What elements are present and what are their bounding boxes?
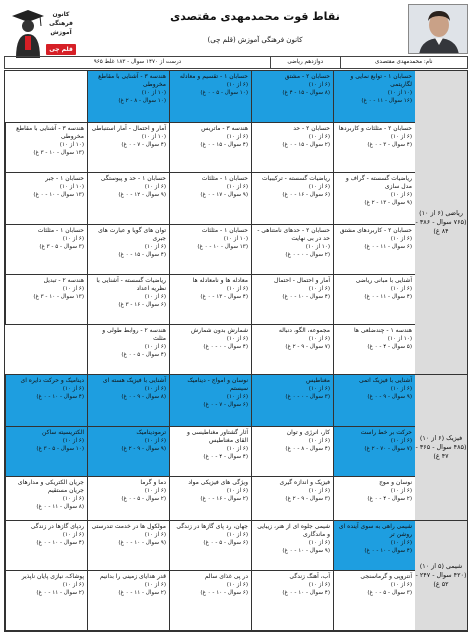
lesson-score: (۶ از ۱۰) <box>226 286 248 292</box>
lesson-cell <box>169 275 251 324</box>
lesson-score: (۱۰ از ۱۰) <box>223 236 248 242</box>
lesson-cell <box>251 173 333 224</box>
lesson-stats: (۸ سوال - ۱۵ - ۴ غ) <box>282 89 330 96</box>
lesson-score: (۶ از ۱۰) <box>308 134 330 140</box>
lesson-title: جهان، رد پای گازها در زندگی <box>176 523 248 530</box>
table-row <box>5 225 415 275</box>
lesson-score: (۶ از ۱۰) <box>62 386 84 392</box>
lesson-stats: (۳ سوال - ۹ - ۲ غ) <box>285 495 330 502</box>
lesson-cell <box>5 521 87 570</box>
lesson-score: (۶ از ۱۰) <box>308 582 330 588</box>
lesson-title: فیزیک و اندازه گیری <box>279 479 330 486</box>
student-photo <box>408 4 468 54</box>
lesson-cell <box>333 71 415 122</box>
lesson-score: (۶ از ۱۰) <box>308 488 330 494</box>
lesson-title: قدر هدایای زمینی را بدانیم <box>100 573 166 580</box>
page-subtitle: کانون فرهنگی آموزش (قلم چی) <box>207 36 303 44</box>
lesson-cell <box>333 521 415 570</box>
lesson-cell <box>251 225 333 274</box>
lesson-stats: (۶ سوال - ۱۶ - ۳ غ) <box>118 301 166 308</box>
lesson-title: دما و گرما <box>140 479 166 486</box>
lesson-cell <box>333 477 415 520</box>
lesson-stats: (۳ سوال - ۵ - ۳ غ) <box>39 243 84 250</box>
lesson-score: (۶ از ۱۰) <box>226 134 248 140</box>
lesson-cell <box>87 427 169 476</box>
lesson-score: (۶ از ۱۰) <box>390 386 412 392</box>
lesson-title: آمار و احتمال - احتمال <box>274 277 330 284</box>
subject-summary <box>415 375 467 521</box>
lesson-score: (۶ از ۱۰) <box>62 236 84 242</box>
lesson-cell <box>169 571 251 630</box>
lesson-stats: (۸ سوال - ۱۱ - ۰ غ) <box>36 503 84 510</box>
lesson-stats: (۹ سوال - ۱۳ - ۲ غ) <box>364 199 412 206</box>
lesson-cell <box>169 375 251 426</box>
lesson-score: (۶ از ۱۰) <box>226 336 248 342</box>
lesson-score: (۶ از ۱۰) <box>144 532 166 538</box>
lesson-title: حسابان ۱ - تقسیم و معادله <box>179 73 248 80</box>
lesson-stats: (۴ سوال - ۱۰ - ۰ غ) <box>36 539 84 546</box>
lesson-cell <box>87 225 169 274</box>
lesson-title: هندسه ۱ - چندضلعی ها <box>353 327 412 334</box>
lesson-stats: (۴ سوال - ۷ - ۰ غ) <box>121 141 166 148</box>
lesson-score: (۱۰ از ۱۰) <box>141 90 166 96</box>
lesson-title: هندسه ۲ - تبدیل <box>43 277 84 284</box>
subject-name: ریاضی (۶ از ۱۰) <box>419 209 463 217</box>
lesson-score: (۶ از ۱۰) <box>226 184 248 190</box>
lesson-stats: (۴ سوال - ۱۳ - ۰ غ) <box>200 293 248 300</box>
lesson-title: حسابان ۲ - حدهای نامتناهی - حد در بی نهایت <box>257 227 330 242</box>
lesson-title: ویژگی های فیزیکی مواد <box>188 479 248 486</box>
lesson-stats: (۴ سوال - ۱۵ - ۰ غ) <box>118 251 166 258</box>
lesson-score: (۱۰ از ۱۰) <box>387 90 412 96</box>
lesson-title: حسابان ۲ - حد <box>293 125 330 132</box>
lesson-title: ردپای گازها در زندگی <box>30 523 84 530</box>
lesson-score: (۶ از ۱۰) <box>308 438 330 444</box>
lesson-title: آب، آهنگ زندگی <box>289 573 330 580</box>
lesson-stats: (۹ سوال - ۱۲ - ۰ غ) <box>118 191 166 198</box>
lesson-score: (۱۰ از ۱۰) <box>141 134 166 140</box>
lesson-title: حسابان ۱ - مثلثات <box>37 227 84 234</box>
table-row <box>5 123 415 173</box>
lesson-cell <box>251 375 333 426</box>
lesson-score: (۱۰ از ۱۰) <box>59 142 84 148</box>
lesson-cell <box>169 477 251 520</box>
table-row <box>5 173 415 225</box>
student-name: نام: محمدمهدی مقتصدی <box>340 57 467 68</box>
lesson-title: نوسان و موج <box>379 479 412 486</box>
lesson-score: (۶ از ۱۰) <box>390 192 412 198</box>
subject-name: شیمی (۵ از ۱۰) <box>419 562 463 570</box>
lesson-cell <box>5 123 87 172</box>
lesson-title: در پی غذای سالم <box>204 573 248 580</box>
student-info-bar <box>4 56 468 69</box>
lesson-stats: (۶ سوال - ۵ - ۰ غ) <box>203 539 248 546</box>
subject-stats: (۷۶۵ سوال - ۳۸۶ - ۸۴ غ) <box>415 218 467 235</box>
lesson-title: ریاضیات گسسته - آشنایی با نظریه اعداد <box>96 277 166 292</box>
lesson-title: حسابان ۱ - حد و پیوستگی <box>100 175 166 182</box>
lesson-title: ریاضیات گسسته - گراف و مدل سازی <box>345 175 412 190</box>
lesson-cell <box>333 427 415 476</box>
lesson-stats: (۳ سوال - ۵ - ۰ غ) <box>367 589 412 596</box>
table-row <box>5 375 415 427</box>
lesson-cell <box>5 225 87 274</box>
lesson-title: ریاضیات گسسته - ترکیبیات <box>262 175 330 182</box>
lesson-cell <box>5 571 87 630</box>
table-row <box>5 427 415 477</box>
lesson-cell <box>251 521 333 570</box>
lesson-score: (۶ از ۱۰) <box>62 532 84 538</box>
lesson-title: حسابان ۱ - جبر <box>45 175 84 182</box>
lesson-title: مغناطیس <box>306 377 330 384</box>
lesson-cell <box>87 123 169 172</box>
lesson-cell <box>5 275 87 324</box>
lesson-stats: (۶ سوال - ۱۱ - ۰ غ) <box>364 243 412 250</box>
lesson-stats: (۶ سوال - ۱۶ - ۰ غ) <box>282 191 330 198</box>
subject-stats: (۴۲۰ سوال - ۲۴۷ - ۵۲ غ) <box>415 571 467 588</box>
lesson-title: هندسه ۳ - ماتریس <box>201 125 248 132</box>
logo-badge: قلم چی <box>46 44 76 55</box>
lesson-score: (۶ از ۱۰) <box>390 286 412 292</box>
lesson-title: هندسه ۳ - آشنایی با مقاطع مخروطی <box>98 73 166 88</box>
lesson-stats: (۱۳ سوال - ۱۰ - ۳ غ) <box>33 149 84 156</box>
lesson-title: جریان الکتریکی و مدارهای جریان مستقیم <box>17 479 84 494</box>
lesson-score: (۶ از ۱۰) <box>390 134 412 140</box>
lesson-title: کار، انرژی و توان <box>286 429 330 436</box>
lesson-score: (۶ از ۱۰) <box>62 582 84 588</box>
lesson-title: شمارش بدون شمارش <box>190 327 248 334</box>
lesson-score: (۶ از ۱۰) <box>390 488 412 494</box>
lesson-cell <box>251 325 333 374</box>
lesson-score: (۶ از ۱۰) <box>144 488 166 494</box>
lesson-score: (۶ از ۱۰) <box>144 344 166 350</box>
lesson-cell <box>5 375 87 426</box>
student-grade: دوازدهم ریاضی <box>270 57 340 68</box>
lesson-score: (۶ از ۱۰) <box>144 184 166 190</box>
table-row <box>5 521 415 571</box>
lesson-stats: (۴ سوال - ۸ - ۰ غ) <box>285 445 330 452</box>
lesson-score: (۶ از ۱۰) <box>226 394 248 400</box>
lesson-stats: (۳ سوال - ۰ - ۰ غ) <box>285 393 330 400</box>
lesson-score: (۶ از ۱۰) <box>144 582 166 588</box>
lesson-cell <box>169 123 251 172</box>
lesson-cell <box>169 521 251 570</box>
lesson-score: (۶ از ۱۰) <box>308 286 330 292</box>
lesson-score: (۶ از ۱۰) <box>308 386 330 392</box>
logo-text: کانون فرهنگی آموزش <box>49 11 73 36</box>
lesson-score: (۱۰ از ۱۰) <box>305 244 330 250</box>
lesson-stats: (۱۳ سوال - ۱۰ - ۰ غ) <box>33 191 84 198</box>
subject-summary <box>415 521 467 631</box>
table-row <box>5 71 415 123</box>
lesson-cell <box>251 71 333 122</box>
lesson-cell <box>87 325 169 374</box>
lesson-stats: (۹ سوال - ۱۰ - ۰ غ) <box>282 547 330 554</box>
lesson-stats: (۴ سوال - ۱۰ - ۰ غ) <box>282 589 330 596</box>
lesson-stats: (۴ سوال - ۱۵ - ۰ غ) <box>200 141 248 148</box>
lesson-score: (۶ از ۱۰) <box>390 582 412 588</box>
lesson-stats: (۲ سوال - ۱۶ - ۰ غ) <box>200 495 248 502</box>
lesson-title: آشنایی با مبانی ریاضی <box>355 277 412 284</box>
lesson-stats: (۲ سوال - ۵ - ۰ غ) <box>121 495 166 502</box>
lesson-title: آشنایی با فیزیک هسته ای <box>102 377 166 384</box>
lesson-title: مجموعه، الگو، دنباله <box>278 327 330 334</box>
lesson-stats: (۱۶ سوال - ۱۱ - ۰ غ) <box>361 97 412 104</box>
subject-summary <box>415 71 467 375</box>
lesson-score: (۶ از ۱۰) <box>226 82 248 88</box>
lesson-stats: (۴ سوال - ۴ - ۰ غ) <box>203 453 248 460</box>
lesson-cell <box>87 375 169 426</box>
lesson-cell <box>169 325 251 374</box>
lesson-score: (۱۰ از ۱۰) <box>387 336 412 342</box>
lesson-title: حسابان ۲ - مثلثات و کاربردها <box>338 125 412 132</box>
lesson-title: دینامیک و حرکت دایره ای <box>20 377 84 384</box>
lesson-stats: (۶ سوال - ۱۰ - ۰ غ) <box>200 589 248 596</box>
lesson-cell <box>87 571 169 630</box>
lesson-score: (۱۰ از ۱۰) <box>59 184 84 190</box>
lesson-stats: (۶ سوال - ۷ - ۰ غ) <box>203 401 248 408</box>
lesson-cell <box>87 521 169 570</box>
subject-stats: (۴۸۵ سوال - ۳۶۵ - ۴۷ غ) <box>415 443 467 460</box>
student-photo-image <box>409 5 468 54</box>
lesson-stats: (۵ سوال - ۴ - ۰ غ) <box>367 343 412 350</box>
subject-name: فیزیک (۶ از ۱۰) <box>419 434 463 442</box>
lesson-score: (۶ از ۱۰) <box>62 286 84 292</box>
lesson-title: شیمی جلوه ای از هنر، زیبایی و ماندگاری <box>257 523 330 538</box>
lesson-stats: (۴ سوال - ۰ - ۰ غ) <box>203 343 248 350</box>
lesson-title: آنتروپی و گرماسنجی <box>360 573 412 580</box>
lesson-title: مولکول ها در خدمت تندرستی <box>91 523 166 530</box>
score-summary: ۹۶۵ درست از ۱۴۷۰ سوال - ۱۸۳ غلط <box>93 59 182 65</box>
lesson-stats: (۷ سوال - ۹ - ۲ غ) <box>285 343 330 350</box>
lesson-score: (۶ از ۱۰) <box>390 438 412 444</box>
kanoon-logo <box>8 4 72 58</box>
lesson-cell <box>333 325 415 374</box>
lesson-score: (۶ از ۱۰) <box>390 236 412 242</box>
lesson-score: (۶ از ۱۰) <box>62 496 84 502</box>
lesson-stats: (۲ سوال - ۱۱ - ۰ غ) <box>118 589 166 596</box>
lesson-title: نوسان و امواج - دینامیک سیستم <box>187 377 248 392</box>
lesson-cell <box>169 71 251 122</box>
lesson-cell <box>5 427 87 476</box>
lesson-score: (۶ از ۱۰) <box>226 532 248 538</box>
lesson-stats: (۴ سوال - ۱۰ - ۰ غ) <box>364 547 412 554</box>
lesson-stats: (۱۳ سوال - ۱۰ - ۰ غ) <box>197 243 248 250</box>
lesson-cell <box>87 275 169 324</box>
lesson-cell <box>87 173 169 224</box>
lesson-score: (۶ از ۱۰) <box>144 244 166 250</box>
table-row <box>5 477 415 521</box>
lesson-title: آمار و احتمال - آمار استنباطی <box>91 125 166 132</box>
lesson-cell <box>333 225 415 274</box>
table-row <box>5 571 415 631</box>
strengths-table <box>4 70 468 632</box>
lesson-title: حسابان ۱ - توابع نمایی و لگاریتمی <box>350 73 412 88</box>
lesson-score: (۶ از ۱۰) <box>308 184 330 190</box>
table-row <box>5 325 415 375</box>
lesson-title: حسابان ۱ - مثلثات <box>201 227 248 234</box>
lesson-stats: (۱۰ سوال - ۵ - ۰ غ) <box>200 89 248 96</box>
lesson-cell <box>5 477 87 520</box>
lesson-stats: (۸ سوال - ۹ - ۰ غ) <box>121 393 166 400</box>
lesson-score: (۶ از ۱۰) <box>144 386 166 392</box>
lesson-stats: (۹ سوال - ۹ - ۰ غ) <box>367 393 412 400</box>
lesson-cell <box>169 427 251 476</box>
lesson-cell <box>5 173 87 224</box>
lesson-stats: (۲ سوال - ۱۵ - ۰ غ) <box>282 141 330 148</box>
lesson-stats: (۹ سوال - ۱۷ - ۰ غ) <box>200 191 248 198</box>
lesson-title: هندسه ۳ - آشنایی با مقاطع مخروطی <box>16 125 84 140</box>
lesson-cell <box>333 173 415 224</box>
lesson-cell <box>333 571 415 630</box>
lesson-cell <box>333 375 415 426</box>
lesson-score: (۶ از ۱۰) <box>226 488 248 494</box>
lesson-cell <box>333 275 415 324</box>
lesson-title: آشنایی با فیزیک اتمی <box>358 377 412 384</box>
lesson-cell <box>169 173 251 224</box>
lesson-cell <box>251 427 333 476</box>
lesson-stats: (۴ سوال - ۳ - ۰ غ) <box>367 141 412 148</box>
lesson-stats: (۹ سوال - ۱۰ - ۰ غ) <box>118 539 166 546</box>
lesson-score: (۶ از ۱۰) <box>308 540 330 546</box>
lesson-score: (۶ از ۱۰) <box>144 294 166 300</box>
lesson-cell <box>251 571 333 630</box>
lesson-title: ترمودینامیک <box>136 429 166 436</box>
lesson-stats: (۱۳ سوال - ۱۰ - ۳ غ) <box>33 293 84 300</box>
lesson-score: (۶ از ۱۰) <box>308 336 330 342</box>
lesson-score: (۶ از ۱۰) <box>226 582 248 588</box>
lesson-stats: (۲ سوال - ۱۱ - ۰ غ) <box>36 589 84 596</box>
lesson-score: (۶ از ۱۰) <box>144 438 166 444</box>
lesson-title: حرکت بر خط راست <box>360 429 412 436</box>
lesson-stats: (۴ سوال - ۱۰ - ۰ غ) <box>282 293 330 300</box>
lesson-title: آثار گشتاور مغناطیسی و القای مغناطیس <box>186 429 248 444</box>
lesson-cell <box>251 477 333 520</box>
lesson-title: هندسه ۲ - روابط طولی و مثلث <box>102 327 166 342</box>
lesson-stats: (۴ سوال - ۵ - ۰ غ) <box>121 351 166 358</box>
lesson-stats: (۹ سوال - ۹ - ۲ غ) <box>121 445 166 452</box>
lesson-stats: (۲ سوال - ۰ - ۰ غ) <box>285 251 330 258</box>
lesson-cell <box>251 275 333 324</box>
lesson-score: (۶ از ۱۰) <box>226 446 248 452</box>
lesson-title: شیمی راهی به سوی آینده ای روشن تر <box>338 523 412 538</box>
lesson-title: حسابان ۲ - کاربردهای مشتق <box>339 227 412 234</box>
lesson-title: توان های گویا و عبارت های جبری <box>98 227 166 242</box>
lesson-title: حسابان ۱ - مثلثات <box>201 175 248 182</box>
lesson-cell <box>87 477 169 520</box>
lesson-stats: (۴ سوال - ۱۰ - ۰ غ) <box>36 393 84 400</box>
lesson-cell <box>251 123 333 172</box>
lesson-score: (۶ از ۱۰) <box>390 540 412 546</box>
lesson-stats: (۴ سوال - ۱۱ - ۰ غ) <box>364 293 412 300</box>
lesson-title: الکتریسیته ساکن <box>42 429 84 436</box>
lesson-stats: (۷ سوال - ۷۰ - ۲ غ) <box>364 445 412 452</box>
lesson-cell <box>87 71 169 122</box>
lesson-stats: (۱۰ سوال - ۵ - ۳ غ) <box>36 445 84 452</box>
table-row <box>5 275 415 325</box>
lesson-cell <box>169 225 251 274</box>
lesson-cell <box>333 123 415 172</box>
lesson-title: معادله ها و نامعادله ها <box>192 277 248 284</box>
lesson-stats: (۲ سوال - ۴ - ۰ غ) <box>367 495 412 502</box>
lesson-score: (۶ از ۱۰) <box>308 82 330 88</box>
lesson-title: حسابان ۲ - مشتق <box>284 73 330 80</box>
lesson-stats: (۱۰ سوال - ۸ - ۲ غ) <box>118 97 166 104</box>
lesson-title: پوشاک، نیازی پایان ناپذیر <box>21 573 84 580</box>
page-title: نقاط قوت محمدمهدی مقتصدی <box>170 10 340 23</box>
lesson-score: (۶ از ۱۰) <box>62 438 84 444</box>
